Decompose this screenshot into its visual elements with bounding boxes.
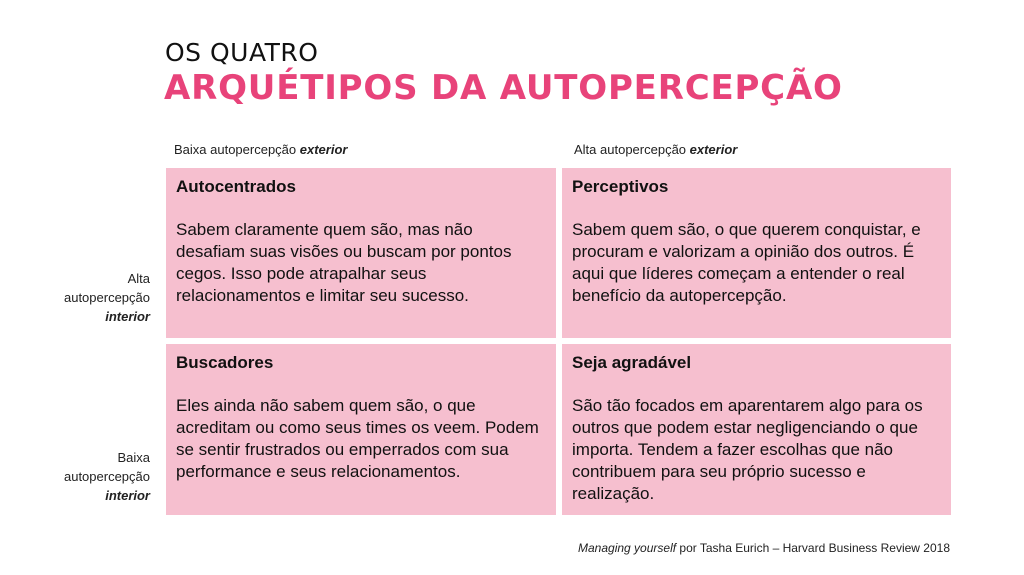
row-label-emphasis: interior — [105, 309, 150, 324]
quadrant-description: Eles ainda não sabem quem são, o que acreditam ou como seus times os veem. Podem se sentir frustrados ou emperrados com sua performance e seus relacionamentos. — [176, 396, 539, 481]
column-label-prefix: Baixa autopercepção — [174, 142, 300, 157]
column-label-prefix: Alta autopercepção — [574, 142, 690, 157]
quadrant-seja-agradavel — [562, 344, 951, 515]
source-citation — [578, 541, 950, 555]
quadrant-title: Seja agradável — [572, 353, 692, 372]
row-label-high-interior — [30, 269, 150, 326]
quadrant-description: Sabem quem são, o que querem conquistar, e procuram e valorizam a opinião dos outros. É aqui que líderes começam a entender o real benefício da autopercepção. — [572, 220, 921, 305]
source-author: por Tasha Eurich – Harvard Business Review 2018 — [676, 541, 950, 555]
title-line-2: ARQUÉTIPOS DA AUTOPERCEPÇÃO — [164, 68, 843, 108]
row-label-line-2: autopercepção — [63, 469, 150, 484]
source-work-title: Managing yourself — [578, 541, 677, 555]
column-label-emphasis: exterior — [299, 142, 348, 157]
quadrant-title: Perceptivos — [572, 177, 669, 196]
row-label-line-1: Alta — [127, 271, 150, 286]
row-label-emphasis: interior — [105, 488, 150, 503]
row-label-line-2: autopercepção — [63, 290, 150, 305]
column-label-low-exterior — [174, 142, 347, 157]
title-line-1: OS QUATRO — [165, 38, 319, 67]
quadrant-description: São tão focados em aparentarem algo para os outros que podem estar negligenciando o que importa. Tendem a fazer escolhas que não contribuem para seu próprio sucesso e realização. — [572, 396, 923, 503]
column-label-emphasis: exterior — [689, 142, 738, 157]
quadrant-description: Sabem claramente quem são, mas não desafiam suas visões ou buscam por pontos cegos. Isso pode atrapalhar seus relacionamentos e limitar seu sucesso. — [176, 220, 512, 305]
quadrant-autocentrados — [166, 168, 556, 338]
row-label-line-1: Baixa — [117, 450, 150, 465]
quadrant-perceptivos — [562, 168, 951, 338]
quadrant-title: Autocentrados — [176, 177, 296, 196]
quadrant-title: Buscadores — [176, 353, 274, 372]
quadrant-buscadores — [166, 344, 556, 515]
column-label-high-exterior — [574, 142, 737, 157]
row-label-low-interior — [30, 448, 150, 505]
